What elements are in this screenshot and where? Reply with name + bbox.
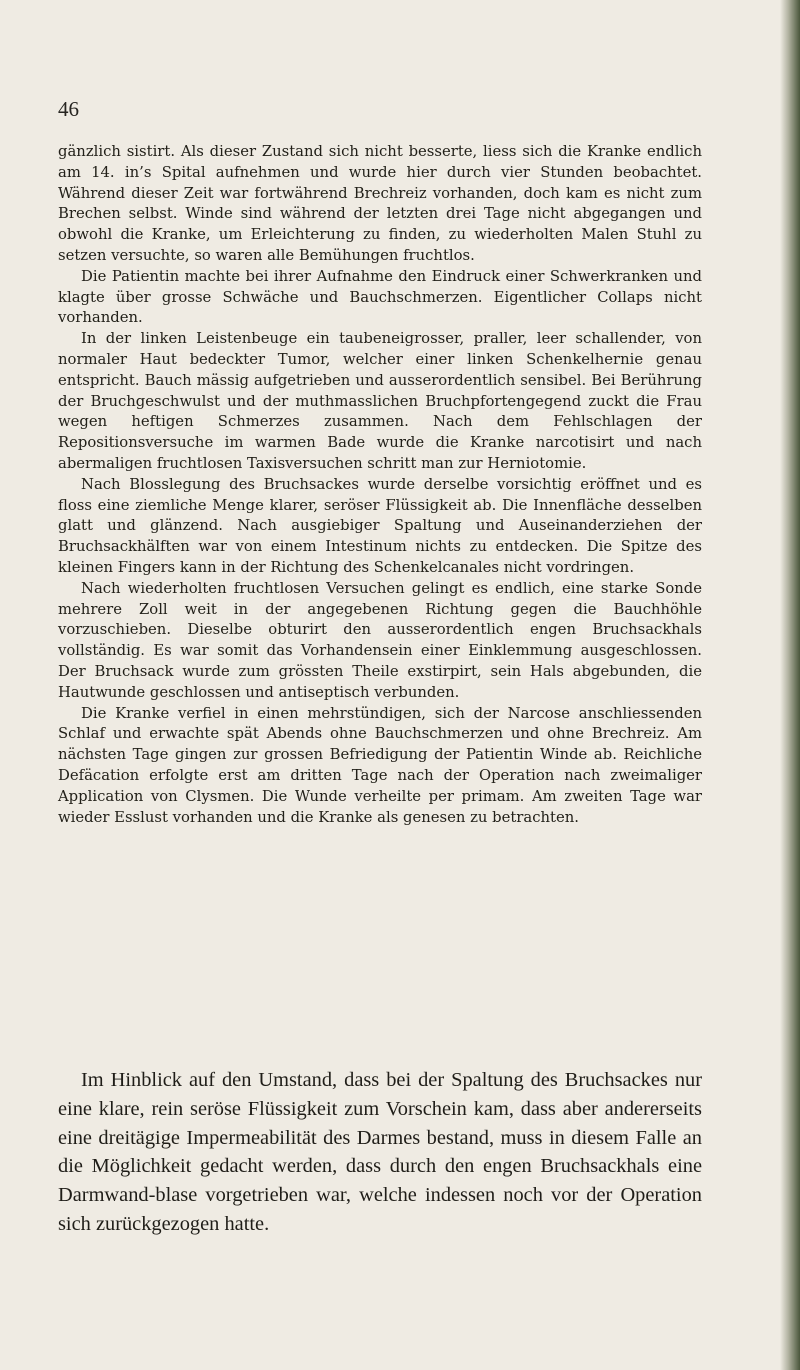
paragraph-examination: In der linken Leistenbeuge ein taubeneigrosser, praller, leer schallender, von normaler Haut bedeckter Tumor, welcher einer linken Schenkelhernie genau entspricht. Bauch mässig aufgetrieben und ausserordentlich sensibel. Bei Berührung der Bruchgeschwulst und der muthmasslichen Bruchpfortengegend zuckt die Frau wegen heftigen Schmerzes zusammen. Nach dem Fehlschlagen der Repositionsversuche im warmen Bade wurde die Kranke narcotisirt und nach abermaligen fruchtlosen Taxisversuchen schritt man zur Herniotomie.	[58, 330, 702, 472]
body-text	[58, 142, 702, 828]
paragraph-patient-admission: Die Patientin machte bei ihrer Aufnahme den Eindruck einer Schwerkranken und klagte über grosse Schwäche und Bauchschmerzen. Eigentlicher Collaps nicht vorhanden.	[58, 267, 702, 327]
paragraph-conclusion: Im Hinblick auf den Umstand, dass bei der Spaltung des Bruchsackes nur eine klare, rein seröse Flüssigkeit zum Vorschein kam, dass aber andererseits eine dreitägige Impermeabilität des Darmes bestand, muss in diesem Falle an die Möglichkeit gedacht werden, dass durch den engen Bruchsackhals eine Darmwand-blase vorgetrieben war, welche indessen noch vor der Operation sich zurückgezogen hatte.	[58, 1069, 702, 1235]
closing-text	[58, 1066, 702, 1239]
paragraph-probe-and-excision: Nach wiederholten fruchtlosen Versuchen gelingt es endlich, eine starke Sonde mehrere Zoll weit in der angegebenen Richtung gegen die Bauchhöhle vorzuschieben. Dieselbe obturirt den ausserordentlich engen Bruchsackhals vollständig. Es war somit das Vorhandensein einer Einklemmung ausgeschlossen. Der Bruchsack wurde zum grössten Theile exstirpirt, sein Hals abgebunden, die Hautwunde geschlossen und antiseptisch verbunden.	[58, 579, 702, 701]
paragraph-operation-findings: Nach Blosslegung des Bruchsackes wurde derselbe vorsichtig eröffnet und es floss eine ziemliche Menge klarer, seröser Flüssigkeit ab. Die Innenfläche desselben glatt und glänzend. Nach ausgiebiger Spaltung und Auseinanderziehen der Bruchsackhälften war von einem Intestinum nichts zu entdecken. Die Spitze des kleinen Fingers kann in der Richtung des Schenkelcanales nicht vordringen.	[58, 475, 702, 576]
paragraph-continuation: gänzlich sistirt. Als dieser Zustand sich nicht besserte, liess sich die Kranke endlich am 14. in’s Spital aufnehmen und wurde hier durch vier Stunden beobachtet. Während dieser Zeit war fortwährend Brechreiz vorhanden, doch kam es nicht zum Brechen selbst. Winde sind während der letzten drei Tage nicht abgegangen und obwohl die Kranke, um Erleichterung zu finden, zu wiederholten Malen Stuhl zu setzen versuchte, so waren alle Bemühungen fruchtlos.	[58, 143, 702, 264]
page-edge-shadow	[780, 0, 800, 1370]
paragraph-recovery: Die Kranke verfiel in einen mehrstündigen, sich der Narcose anschliessenden Schlaf und erwachte spät Abends ohne Bauchschmerzen und ohne Brechreiz. Am nächsten Tage gingen zur grossen Befriedigung der Patientin Winde ab. Reichliche Defäcation erfolgte erst am dritten Tage nach der Operation nach zweimaliger Application von Clysmen. Die Wunde verheilte per primam. Am zweiten Tage war wieder Esslust vorhanden und die Kranke als genesen zu betrachten.	[58, 704, 702, 826]
page-number: 46	[58, 97, 79, 121]
